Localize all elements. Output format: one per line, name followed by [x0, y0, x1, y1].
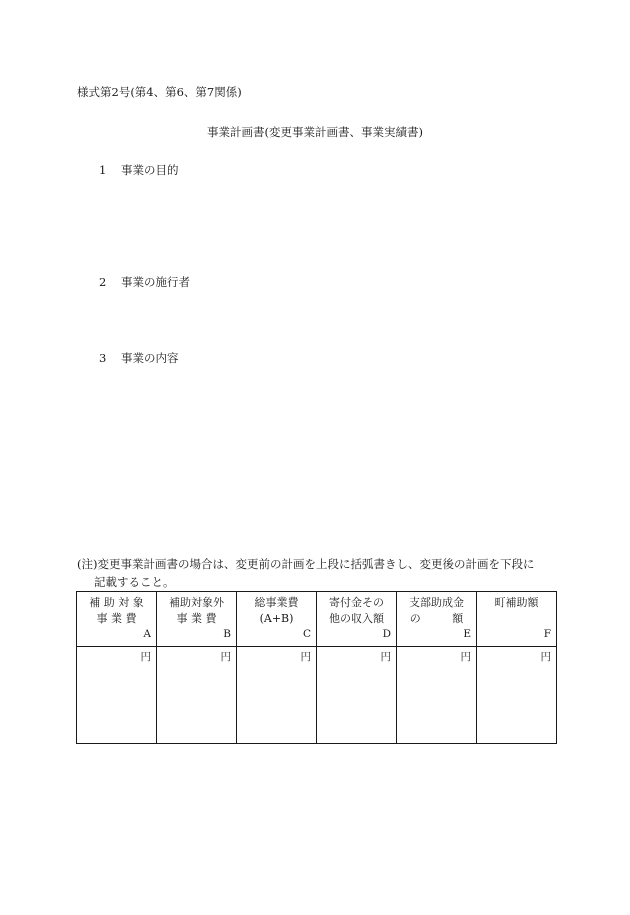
table-row	[77, 647, 557, 744]
section-number: 1	[99, 163, 107, 177]
header-line-2: 事 業 費	[176, 612, 217, 625]
header-line-1: 総事業費	[254, 596, 299, 609]
section-label: 事業の施行者	[121, 275, 190, 289]
amount-cell-f[interactable]	[477, 647, 557, 744]
header-cell-a	[77, 592, 157, 647]
amount-cell-a[interactable]	[77, 647, 157, 744]
header-cell-f	[477, 592, 557, 647]
header-line-1: 町補助額	[494, 596, 539, 609]
header-cell-d	[317, 592, 397, 647]
header-letter: F	[543, 628, 551, 640]
header-letter: B	[223, 628, 231, 640]
header-cell-c	[237, 592, 317, 647]
header-line-2: 他の収入額	[329, 612, 384, 625]
section-operator	[99, 274, 190, 290]
unit-label: 円	[300, 651, 311, 663]
header-line-2: (A+B)	[259, 612, 294, 625]
header-letter: E	[463, 628, 471, 640]
table-header-row	[77, 592, 557, 647]
header-line-2: の 額	[409, 612, 464, 625]
section-purpose	[99, 162, 179, 178]
header-cell-b	[157, 592, 237, 647]
document-title: 事業計画書(変更事業計画書、事業実績書)	[207, 125, 423, 139]
section-label: 事業の目的	[121, 163, 179, 177]
amount-table	[76, 591, 557, 744]
header-letter: A	[143, 628, 151, 640]
unit-label: 円	[140, 651, 151, 663]
header-line-1: 寄付金その	[329, 596, 384, 609]
note-line-1: (注)変更事業計画書の場合は、変更前の計画を上段に括弧書きし、変更後の計画を下段に	[77, 557, 535, 571]
section-number: 2	[99, 275, 107, 289]
header-cell-e	[397, 592, 477, 647]
form-number: 様式第2号(第4、第6、第7関係)	[77, 85, 242, 99]
section-content	[99, 350, 179, 366]
header-line-1: 支部助成金	[409, 596, 464, 609]
section-number: 3	[99, 351, 107, 365]
amount-cell-d[interactable]	[317, 647, 397, 744]
header-letter: C	[302, 628, 311, 640]
unit-label: 円	[460, 651, 471, 663]
header-line-1: 補 助 対 象	[89, 596, 144, 609]
amount-cell-c[interactable]	[237, 647, 317, 744]
header-letter: D	[382, 628, 391, 640]
unit-label: 円	[220, 651, 231, 663]
section-label: 事業の内容	[121, 351, 179, 365]
amount-cell-b[interactable]	[157, 647, 237, 744]
unit-label: 円	[380, 651, 391, 663]
amount-cell-e[interactable]	[397, 647, 477, 744]
header-line-2: 事 業 費	[96, 612, 137, 625]
header-line-1: 補助対象外	[169, 596, 224, 609]
unit-label: 円	[540, 651, 551, 663]
note-line-2: 記載すること。	[94, 575, 175, 589]
